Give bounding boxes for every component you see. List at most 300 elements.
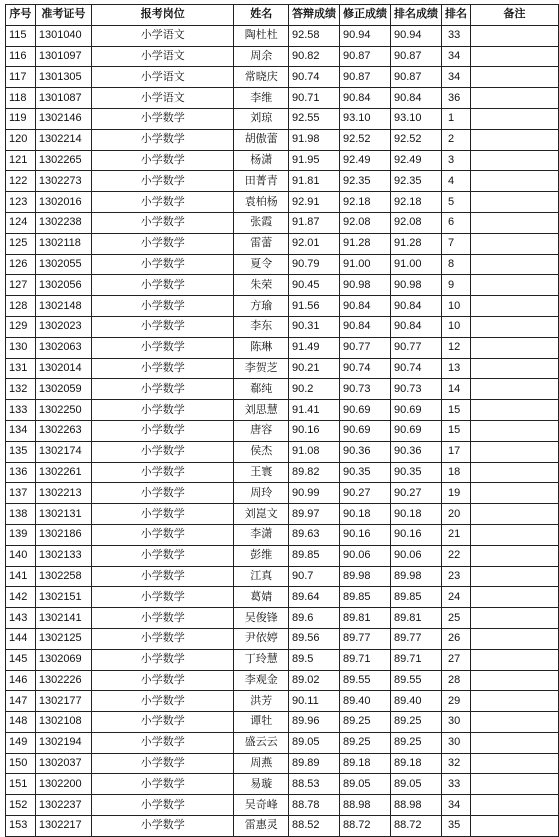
cell-defense-score: 90.21 (288, 358, 339, 379)
table-row (6, 670, 559, 691)
score-table (5, 4, 559, 837)
cell-remarks (470, 628, 558, 649)
cell-remarks (470, 566, 558, 587)
cell-position: 小学数学 (91, 587, 233, 608)
cell-defense-score: 92.91 (288, 192, 339, 213)
cell-ranking-score: 89.81 (390, 608, 441, 629)
cell-name: 李观金 (234, 670, 289, 691)
cell-ticket-number: 1301040 (35, 25, 91, 46)
cell-name: 洪芳 (234, 691, 289, 712)
cell-ticket-number: 1302258 (35, 566, 91, 587)
table-row (6, 254, 559, 275)
cell-adjusted-score: 92.52 (339, 129, 390, 150)
cell-adjusted-score: 89.55 (339, 670, 390, 691)
cell-defense-score: 90.2 (288, 379, 339, 400)
cell-name: 雷蕾 (234, 233, 289, 254)
table-row (6, 233, 559, 254)
cell-adjusted-score: 89.85 (339, 587, 390, 608)
cell-ticket-number: 1302023 (35, 316, 91, 337)
table-row (6, 628, 559, 649)
cell-remarks (470, 441, 558, 462)
table-row (6, 150, 559, 171)
cell-adjusted-score: 90.84 (339, 316, 390, 337)
cell-position: 小学数学 (91, 379, 233, 400)
cell-position: 小学数学 (91, 400, 233, 421)
cell-remarks (470, 608, 558, 629)
cell-adjusted-score: 89.18 (339, 753, 390, 774)
cell-name: 丁玲慧 (234, 649, 289, 670)
cell-name: 侯杰 (234, 441, 289, 462)
cell-ranking-score: 90.84 (390, 88, 441, 109)
cell-seq: 131 (6, 358, 36, 379)
table-row (6, 296, 559, 317)
table-row (6, 337, 559, 358)
cell-rank: 25 (441, 608, 470, 629)
cell-remarks (470, 379, 558, 400)
cell-ranking-score: 90.18 (390, 504, 441, 525)
cell-adjusted-score: 89.25 (339, 732, 390, 753)
cell-name: 刘琼 (234, 108, 289, 129)
cell-rank: 26 (441, 628, 470, 649)
table-row (6, 88, 559, 109)
cell-name: 陶杜杜 (234, 25, 289, 46)
cell-position: 小学数学 (91, 358, 233, 379)
cell-name: 周燕 (234, 753, 289, 774)
table-row (6, 504, 559, 525)
table-row (6, 316, 559, 337)
cell-defense-score: 90.45 (288, 275, 339, 296)
cell-ticket-number: 1302217 (35, 816, 91, 837)
cell-remarks (470, 545, 558, 566)
cell-rank: 15 (441, 400, 470, 421)
cell-ticket-number: 1302125 (35, 628, 91, 649)
cell-remarks (470, 816, 558, 837)
cell-name: 张霞 (234, 212, 289, 233)
cell-remarks (470, 795, 558, 816)
cell-ticket-number: 1302186 (35, 524, 91, 545)
cell-position: 小学数学 (91, 171, 233, 192)
table-row (6, 587, 559, 608)
table-row (6, 275, 559, 296)
cell-seq: 143 (6, 608, 36, 629)
cell-rank: 20 (441, 504, 470, 525)
cell-defense-score: 88.53 (288, 774, 339, 795)
cell-adjusted-score: 89.71 (339, 649, 390, 670)
cell-name: 胡傲蕾 (234, 129, 289, 150)
cell-seq: 124 (6, 212, 36, 233)
cell-seq: 123 (6, 192, 36, 213)
cell-defense-score: 91.98 (288, 129, 339, 150)
cell-remarks (470, 150, 558, 171)
cell-seq: 134 (6, 420, 36, 441)
cell-position: 小学数学 (91, 192, 233, 213)
table-row (6, 171, 559, 192)
cell-ranking-score: 90.87 (390, 67, 441, 88)
cell-ticket-number: 1302200 (35, 774, 91, 795)
cell-name: 盛云云 (234, 732, 289, 753)
cell-remarks (470, 25, 558, 46)
cell-remarks (470, 587, 558, 608)
cell-defense-score: 89.6 (288, 608, 339, 629)
table-row (6, 732, 559, 753)
cell-name: 雷惠灵 (234, 816, 289, 837)
cell-defense-score: 90.99 (288, 483, 339, 504)
cell-rank: 33 (441, 774, 470, 795)
cell-seq: 136 (6, 462, 36, 483)
cell-ranking-score: 90.94 (390, 25, 441, 46)
table-row (6, 608, 559, 629)
cell-name: 李贺芝 (234, 358, 289, 379)
cell-rank: 10 (441, 296, 470, 317)
cell-ticket-number: 1302148 (35, 296, 91, 317)
table-row (6, 795, 559, 816)
cell-remarks (470, 649, 558, 670)
table-row (6, 649, 559, 670)
cell-ranking-score: 90.87 (390, 46, 441, 67)
cell-adjusted-score: 90.36 (339, 441, 390, 462)
header-ticket-number: 准考证号 (35, 5, 91, 26)
cell-name: 刘崑文 (234, 504, 289, 525)
cell-defense-score: 91.56 (288, 296, 339, 317)
cell-ticket-number: 1302146 (35, 108, 91, 129)
cell-rank: 35 (441, 816, 470, 837)
cell-position: 小学数学 (91, 795, 233, 816)
cell-adjusted-score: 92.49 (339, 150, 390, 171)
cell-ticket-number: 1302177 (35, 691, 91, 712)
cell-position: 小学数学 (91, 483, 233, 504)
cell-seq: 129 (6, 316, 36, 337)
cell-seq: 119 (6, 108, 36, 129)
cell-ranking-score: 90.84 (390, 316, 441, 337)
cell-ticket-number: 1302194 (35, 732, 91, 753)
cell-position: 小学数学 (91, 316, 233, 337)
table-row (6, 691, 559, 712)
cell-defense-score: 90.11 (288, 691, 339, 712)
cell-name: 彭维 (234, 545, 289, 566)
table-row (6, 566, 559, 587)
cell-defense-score: 91.49 (288, 337, 339, 358)
cell-ticket-number: 1302108 (35, 712, 91, 733)
cell-defense-score: 90.31 (288, 316, 339, 337)
cell-adjusted-score: 90.77 (339, 337, 390, 358)
cell-ranking-score: 88.98 (390, 795, 441, 816)
cell-rank: 1 (441, 108, 470, 129)
cell-defense-score: 90.16 (288, 420, 339, 441)
cell-ticket-number: 1302214 (35, 129, 91, 150)
cell-seq: 151 (6, 774, 36, 795)
cell-ranking-score: 89.05 (390, 774, 441, 795)
cell-adjusted-score: 89.98 (339, 566, 390, 587)
cell-rank: 8 (441, 254, 470, 275)
table-row (6, 420, 559, 441)
cell-rank: 2 (441, 129, 470, 150)
cell-adjusted-score: 89.81 (339, 608, 390, 629)
cell-adjusted-score: 90.84 (339, 88, 390, 109)
cell-rank: 34 (441, 67, 470, 88)
cell-position: 小学数学 (91, 566, 233, 587)
cell-seq: 126 (6, 254, 36, 275)
cell-seq: 146 (6, 670, 36, 691)
cell-adjusted-score: 90.27 (339, 483, 390, 504)
cell-ranking-score: 89.71 (390, 649, 441, 670)
cell-position: 小学数学 (91, 275, 233, 296)
cell-seq: 128 (6, 296, 36, 317)
header-ranking-score: 排名成绩 (390, 5, 441, 26)
cell-position: 小学数学 (91, 150, 233, 171)
cell-position: 小学数学 (91, 732, 233, 753)
cell-ranking-score: 89.55 (390, 670, 441, 691)
cell-seq: 140 (6, 545, 36, 566)
cell-adjusted-score: 90.16 (339, 524, 390, 545)
cell-seq: 122 (6, 171, 36, 192)
cell-remarks (470, 420, 558, 441)
table-row (6, 358, 559, 379)
cell-seq: 137 (6, 483, 36, 504)
cell-defense-score: 92.55 (288, 108, 339, 129)
cell-position: 小学数学 (91, 670, 233, 691)
cell-name: 易璇 (234, 774, 289, 795)
cell-remarks (470, 254, 558, 275)
cell-ticket-number: 1302261 (35, 462, 91, 483)
cell-defense-score: 89.56 (288, 628, 339, 649)
cell-defense-score: 89.05 (288, 732, 339, 753)
cell-remarks (470, 67, 558, 88)
cell-seq: 153 (6, 816, 36, 837)
cell-seq: 120 (6, 129, 36, 150)
cell-ranking-score: 90.06 (390, 545, 441, 566)
cell-rank: 32 (441, 753, 470, 774)
table-row (6, 400, 559, 421)
cell-remarks (470, 400, 558, 421)
cell-name: 杨潇 (234, 150, 289, 171)
cell-position: 小学数学 (91, 816, 233, 837)
header-row (6, 5, 559, 26)
cell-adjusted-score: 93.10 (339, 108, 390, 129)
cell-rank: 22 (441, 545, 470, 566)
cell-adjusted-score: 92.18 (339, 192, 390, 213)
cell-ranking-score: 89.40 (390, 691, 441, 712)
cell-name: 李东 (234, 316, 289, 337)
table-row (6, 108, 559, 129)
cell-seq: 132 (6, 379, 36, 400)
table-row (6, 753, 559, 774)
cell-rank: 24 (441, 587, 470, 608)
cell-defense-score: 90.82 (288, 46, 339, 67)
cell-remarks (470, 316, 558, 337)
cell-seq: 152 (6, 795, 36, 816)
cell-ticket-number: 1302151 (35, 587, 91, 608)
cell-name: 周玲 (234, 483, 289, 504)
cell-ranking-score: 89.77 (390, 628, 441, 649)
cell-ranking-score: 90.27 (390, 483, 441, 504)
cell-seq: 138 (6, 504, 36, 525)
cell-ranking-score: 92.52 (390, 129, 441, 150)
cell-position: 小学数学 (91, 129, 233, 150)
cell-defense-score: 89.85 (288, 545, 339, 566)
cell-defense-score: 89.64 (288, 587, 339, 608)
cell-remarks (470, 212, 558, 233)
table-body (6, 25, 559, 836)
cell-position: 小学数学 (91, 608, 233, 629)
cell-ranking-score: 90.74 (390, 358, 441, 379)
cell-adjusted-score: 90.69 (339, 400, 390, 421)
table-row (6, 712, 559, 733)
cell-ticket-number: 1302174 (35, 441, 91, 462)
cell-defense-score: 91.41 (288, 400, 339, 421)
cell-adjusted-score: 90.74 (339, 358, 390, 379)
cell-adjusted-score: 90.69 (339, 420, 390, 441)
cell-ranking-score: 89.85 (390, 587, 441, 608)
cell-rank: 29 (441, 691, 470, 712)
cell-rank: 6 (441, 212, 470, 233)
cell-rank: 30 (441, 712, 470, 733)
cell-ticket-number: 1302055 (35, 254, 91, 275)
cell-position: 小学数学 (91, 254, 233, 275)
cell-ranking-score: 90.77 (390, 337, 441, 358)
header-adjusted-score: 修正成绩 (339, 5, 390, 26)
cell-ticket-number: 1302056 (35, 275, 91, 296)
cell-adjusted-score: 90.18 (339, 504, 390, 525)
cell-position: 小学数学 (91, 545, 233, 566)
cell-ticket-number: 1301305 (35, 67, 91, 88)
cell-adjusted-score: 90.84 (339, 296, 390, 317)
cell-name: 夏令 (234, 254, 289, 275)
cell-position: 小学数学 (91, 712, 233, 733)
table-row (6, 129, 559, 150)
cell-remarks (470, 46, 558, 67)
table-row (6, 816, 559, 837)
cell-name: 郗纯 (234, 379, 289, 400)
cell-ranking-score: 92.49 (390, 150, 441, 171)
cell-defense-score: 89.5 (288, 649, 339, 670)
cell-remarks (470, 129, 558, 150)
cell-ticket-number: 1302213 (35, 483, 91, 504)
cell-ranking-score: 90.69 (390, 400, 441, 421)
table-row (6, 212, 559, 233)
table-row (6, 774, 559, 795)
table-row (6, 441, 559, 462)
cell-rank: 13 (441, 358, 470, 379)
cell-ranking-score: 88.72 (390, 816, 441, 837)
cell-ranking-score: 91.00 (390, 254, 441, 275)
cell-name: 王寰 (234, 462, 289, 483)
cell-ranking-score: 90.73 (390, 379, 441, 400)
cell-ticket-number: 1302141 (35, 608, 91, 629)
cell-position: 小学数学 (91, 212, 233, 233)
cell-position: 小学数学 (91, 691, 233, 712)
cell-remarks (470, 88, 558, 109)
cell-name: 李维 (234, 88, 289, 109)
cell-remarks (470, 670, 558, 691)
cell-name: 唐容 (234, 420, 289, 441)
cell-ticket-number: 1302016 (35, 192, 91, 213)
cell-seq: 147 (6, 691, 36, 712)
cell-rank: 36 (441, 88, 470, 109)
cell-seq: 116 (6, 46, 36, 67)
cell-position: 小学语文 (91, 88, 233, 109)
cell-position: 小学数学 (91, 337, 233, 358)
cell-remarks (470, 358, 558, 379)
cell-defense-score: 89.89 (288, 753, 339, 774)
cell-position: 小学数学 (91, 774, 233, 795)
cell-seq: 115 (6, 25, 36, 46)
cell-position: 小学数学 (91, 504, 233, 525)
cell-adjusted-score: 88.72 (339, 816, 390, 837)
cell-ranking-score: 90.98 (390, 275, 441, 296)
table-row (6, 462, 559, 483)
cell-rank: 7 (441, 233, 470, 254)
cell-seq: 117 (6, 67, 36, 88)
cell-adjusted-score: 90.73 (339, 379, 390, 400)
cell-rank: 23 (441, 566, 470, 587)
cell-adjusted-score: 88.98 (339, 795, 390, 816)
cell-name: 田菁青 (234, 171, 289, 192)
cell-adjusted-score: 92.35 (339, 171, 390, 192)
cell-position: 小学语文 (91, 67, 233, 88)
cell-defense-score: 89.82 (288, 462, 339, 483)
cell-ticket-number: 1301087 (35, 88, 91, 109)
cell-defense-score: 92.01 (288, 233, 339, 254)
cell-ranking-score: 90.35 (390, 462, 441, 483)
cell-defense-score: 90.79 (288, 254, 339, 275)
cell-ticket-number: 1302059 (35, 379, 91, 400)
cell-remarks (470, 296, 558, 317)
cell-position: 小学数学 (91, 108, 233, 129)
cell-defense-score: 88.52 (288, 816, 339, 837)
cell-defense-score: 92.58 (288, 25, 339, 46)
cell-defense-score: 91.95 (288, 150, 339, 171)
table-row (6, 483, 559, 504)
cell-ticket-number: 1302014 (35, 358, 91, 379)
table-header (6, 5, 559, 26)
table-row (6, 67, 559, 88)
cell-rank: 34 (441, 46, 470, 67)
cell-rank: 28 (441, 670, 470, 691)
cell-ranking-score: 90.16 (390, 524, 441, 545)
cell-remarks (470, 524, 558, 545)
cell-defense-score: 89.96 (288, 712, 339, 733)
cell-defense-score: 90.7 (288, 566, 339, 587)
cell-name: 谭牡 (234, 712, 289, 733)
cell-rank: 33 (441, 25, 470, 46)
table-row (6, 524, 559, 545)
cell-adjusted-score: 90.98 (339, 275, 390, 296)
cell-ticket-number: 1302226 (35, 670, 91, 691)
header-rank: 排名 (441, 5, 470, 26)
cell-rank: 17 (441, 441, 470, 462)
cell-ticket-number: 1302273 (35, 171, 91, 192)
cell-ticket-number: 1302133 (35, 545, 91, 566)
cell-ranking-score: 92.35 (390, 171, 441, 192)
header-remarks: 备注 (470, 5, 558, 26)
cell-name: 方瑜 (234, 296, 289, 317)
cell-seq: 141 (6, 566, 36, 587)
cell-ranking-score: 90.84 (390, 296, 441, 317)
cell-defense-score: 90.74 (288, 67, 339, 88)
cell-remarks (470, 712, 558, 733)
cell-rank: 14 (441, 379, 470, 400)
cell-rank: 15 (441, 420, 470, 441)
cell-ranking-score: 92.18 (390, 192, 441, 213)
cell-seq: 148 (6, 712, 36, 733)
cell-defense-score: 90.71 (288, 88, 339, 109)
cell-position: 小学数学 (91, 524, 233, 545)
cell-defense-score: 89.97 (288, 504, 339, 525)
cell-remarks (470, 192, 558, 213)
cell-ranking-score: 91.28 (390, 233, 441, 254)
cell-defense-score: 89.63 (288, 524, 339, 545)
cell-ticket-number: 1301097 (35, 46, 91, 67)
